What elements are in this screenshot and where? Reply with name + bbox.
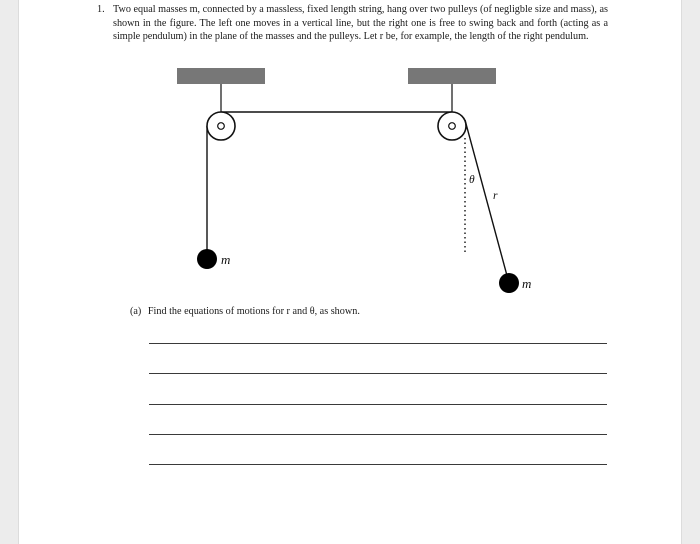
answer-line[interactable] [149, 373, 607, 374]
part-a-label: (a) [130, 306, 142, 317]
right-pulley-axle [449, 123, 456, 130]
left-mass-label: m [221, 252, 231, 267]
theta-label: θ [469, 174, 475, 186]
answer-line[interactable] [149, 434, 607, 435]
problem-text: Two equal masses m, connected by a massless, fixed length string, hang over two pulleys (of negligble size and mass), as shown in the figure. The left one moves in a vertical line, but the right one is free to swing back and forth (acting as a simple pendulum) in the plane of the masses and the pulleys. Let r be, for example, the length of the right pendulum. [113, 4, 608, 42]
right-mass-label: m [522, 276, 532, 291]
part-a-question [130, 306, 360, 317]
left-pulley-axle [218, 123, 225, 130]
right-pendulum-string [465, 120, 509, 283]
answer-line[interactable] [149, 464, 607, 465]
problem-number: 1. [97, 4, 105, 15]
answer-line[interactable] [149, 404, 607, 405]
right-mass [499, 273, 519, 293]
right-ceiling-support [408, 68, 496, 84]
pulley-pendulum-figure [19, 0, 683, 300]
part-a-text: Find the equations of motions for r and θ, as shown. [147, 306, 360, 317]
left-ceiling-support [177, 68, 265, 84]
answer-line[interactable] [149, 343, 607, 344]
left-mass [197, 249, 217, 269]
r-label: r [493, 190, 498, 202]
worksheet-page [18, 0, 682, 544]
